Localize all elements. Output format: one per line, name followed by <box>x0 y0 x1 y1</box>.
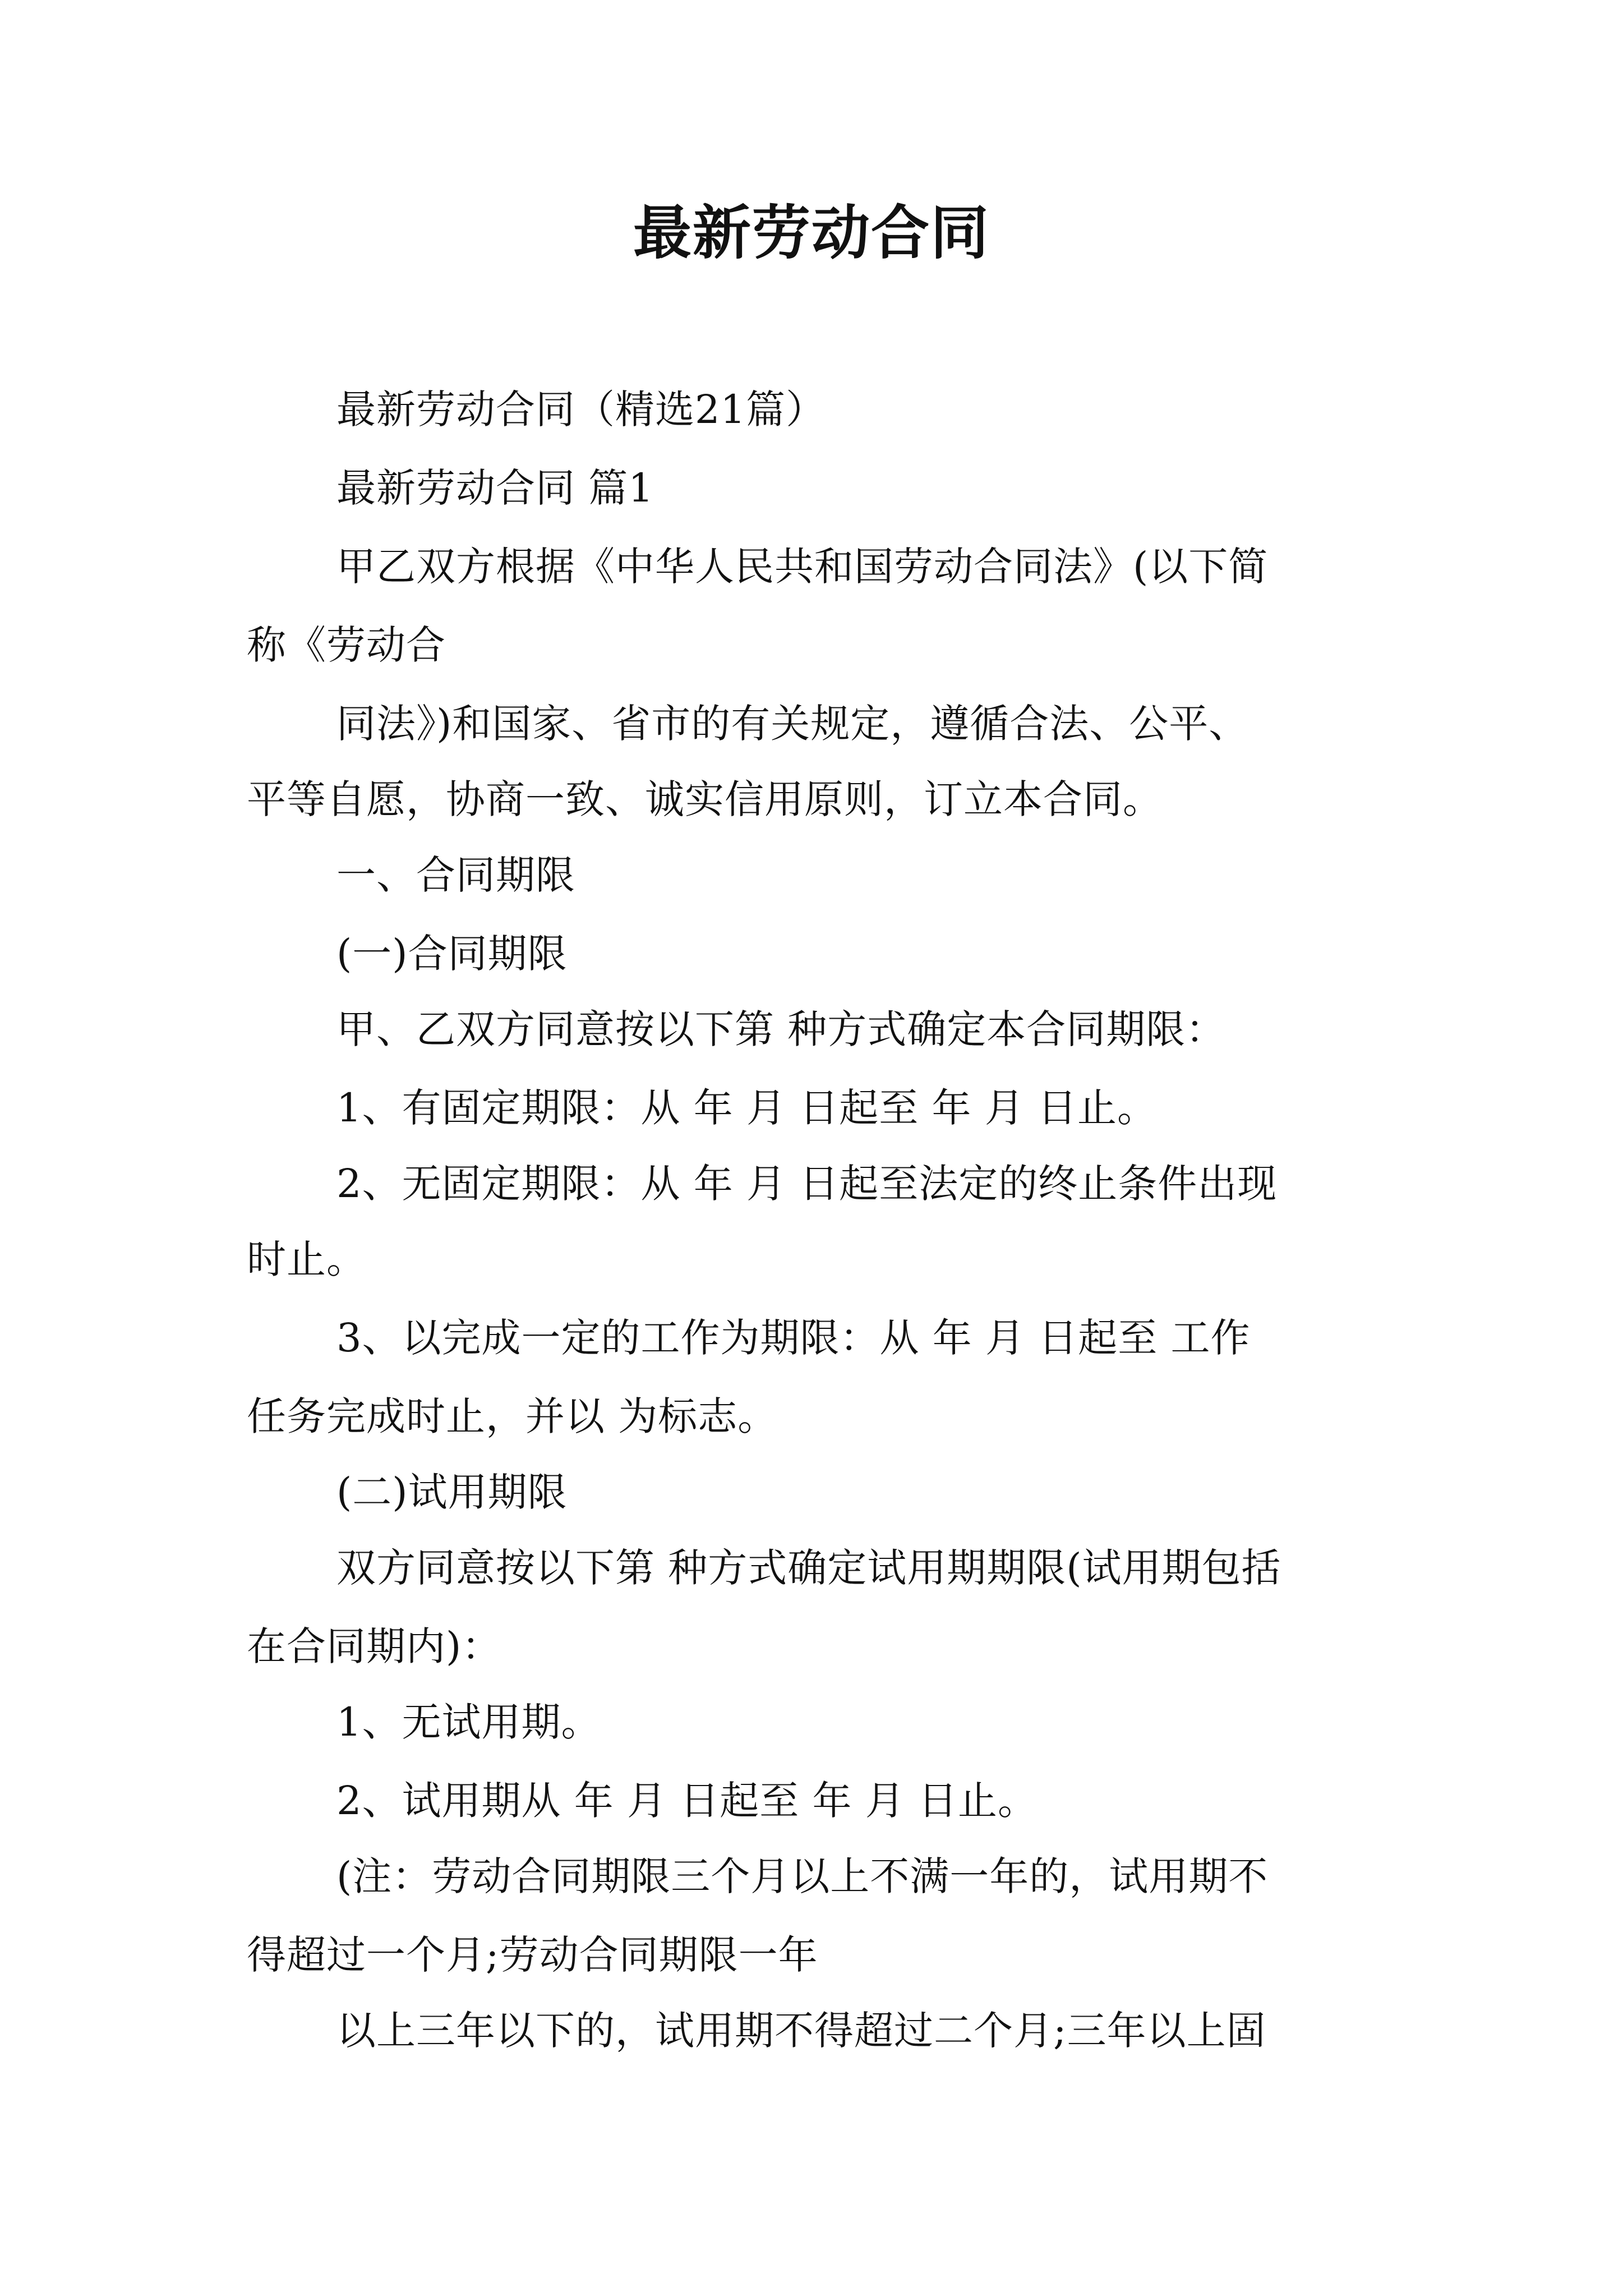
note-line: (注：劳动合同期限三个月以上不满一年的，试用期不 <box>336 1853 1269 1899</box>
note-line: 以上三年以下的，试用期不得超过二个月;三年以上固 <box>336 2008 1266 2054</box>
subsection-heading: (一)合同期限 <box>336 931 568 977</box>
list-item: 3、以完成一定的工作为期限：从 年 月 日起至 工作 <box>336 1315 1251 1361</box>
paragraph-line: 甲、乙双方同意按以下第 种方式确定本合同期限： <box>336 1006 1226 1052</box>
subsection-heading: (二)试用期限 <box>336 1469 568 1515</box>
section-heading: 一、合同期限 <box>336 852 575 898</box>
paragraph-line: 称《劳动合 <box>247 622 446 668</box>
list-item: 1、有固定期限：从 年 月 日起至 年 月 日止。 <box>336 1085 1158 1131</box>
paragraph-line: 在合同期内)： <box>247 1623 502 1669</box>
paragraph-line: 时止。 <box>247 1236 366 1282</box>
paragraph-line: 甲乙双方根据《中华人民共和国劳动合同法》(以下简 <box>336 544 1269 590</box>
document-title: 最新劳动合同 <box>633 198 990 267</box>
subtitle-line: 最新劳动合同（精选21篇） <box>336 386 826 432</box>
section-heading: 最新劳动合同 篇1 <box>336 465 654 511</box>
paragraph-line: 平等自愿，协商一致、诚实信用原则，订立本合同。 <box>247 776 1163 822</box>
paragraph-line: 双方同意按以下第 种方式确定试用期期限(试用期包括 <box>336 1545 1281 1591</box>
list-item: 1、无试用期。 <box>336 1699 601 1745</box>
list-item: 2、无固定期限：从 年 月 日起至法定的终止条件出现 <box>336 1161 1278 1207</box>
paragraph-line: 同法》)和国家、省市的有关规定，遵循合法、公平、 <box>336 701 1249 747</box>
note-line: 得超过一个月;劳动合同期限一年 <box>247 1932 818 1978</box>
list-item: 2、试用期从 年 月 日起至 年 月 日止。 <box>336 1778 1038 1824</box>
paragraph-line: 任务完成时止，并以 为标志。 <box>247 1393 778 1439</box>
